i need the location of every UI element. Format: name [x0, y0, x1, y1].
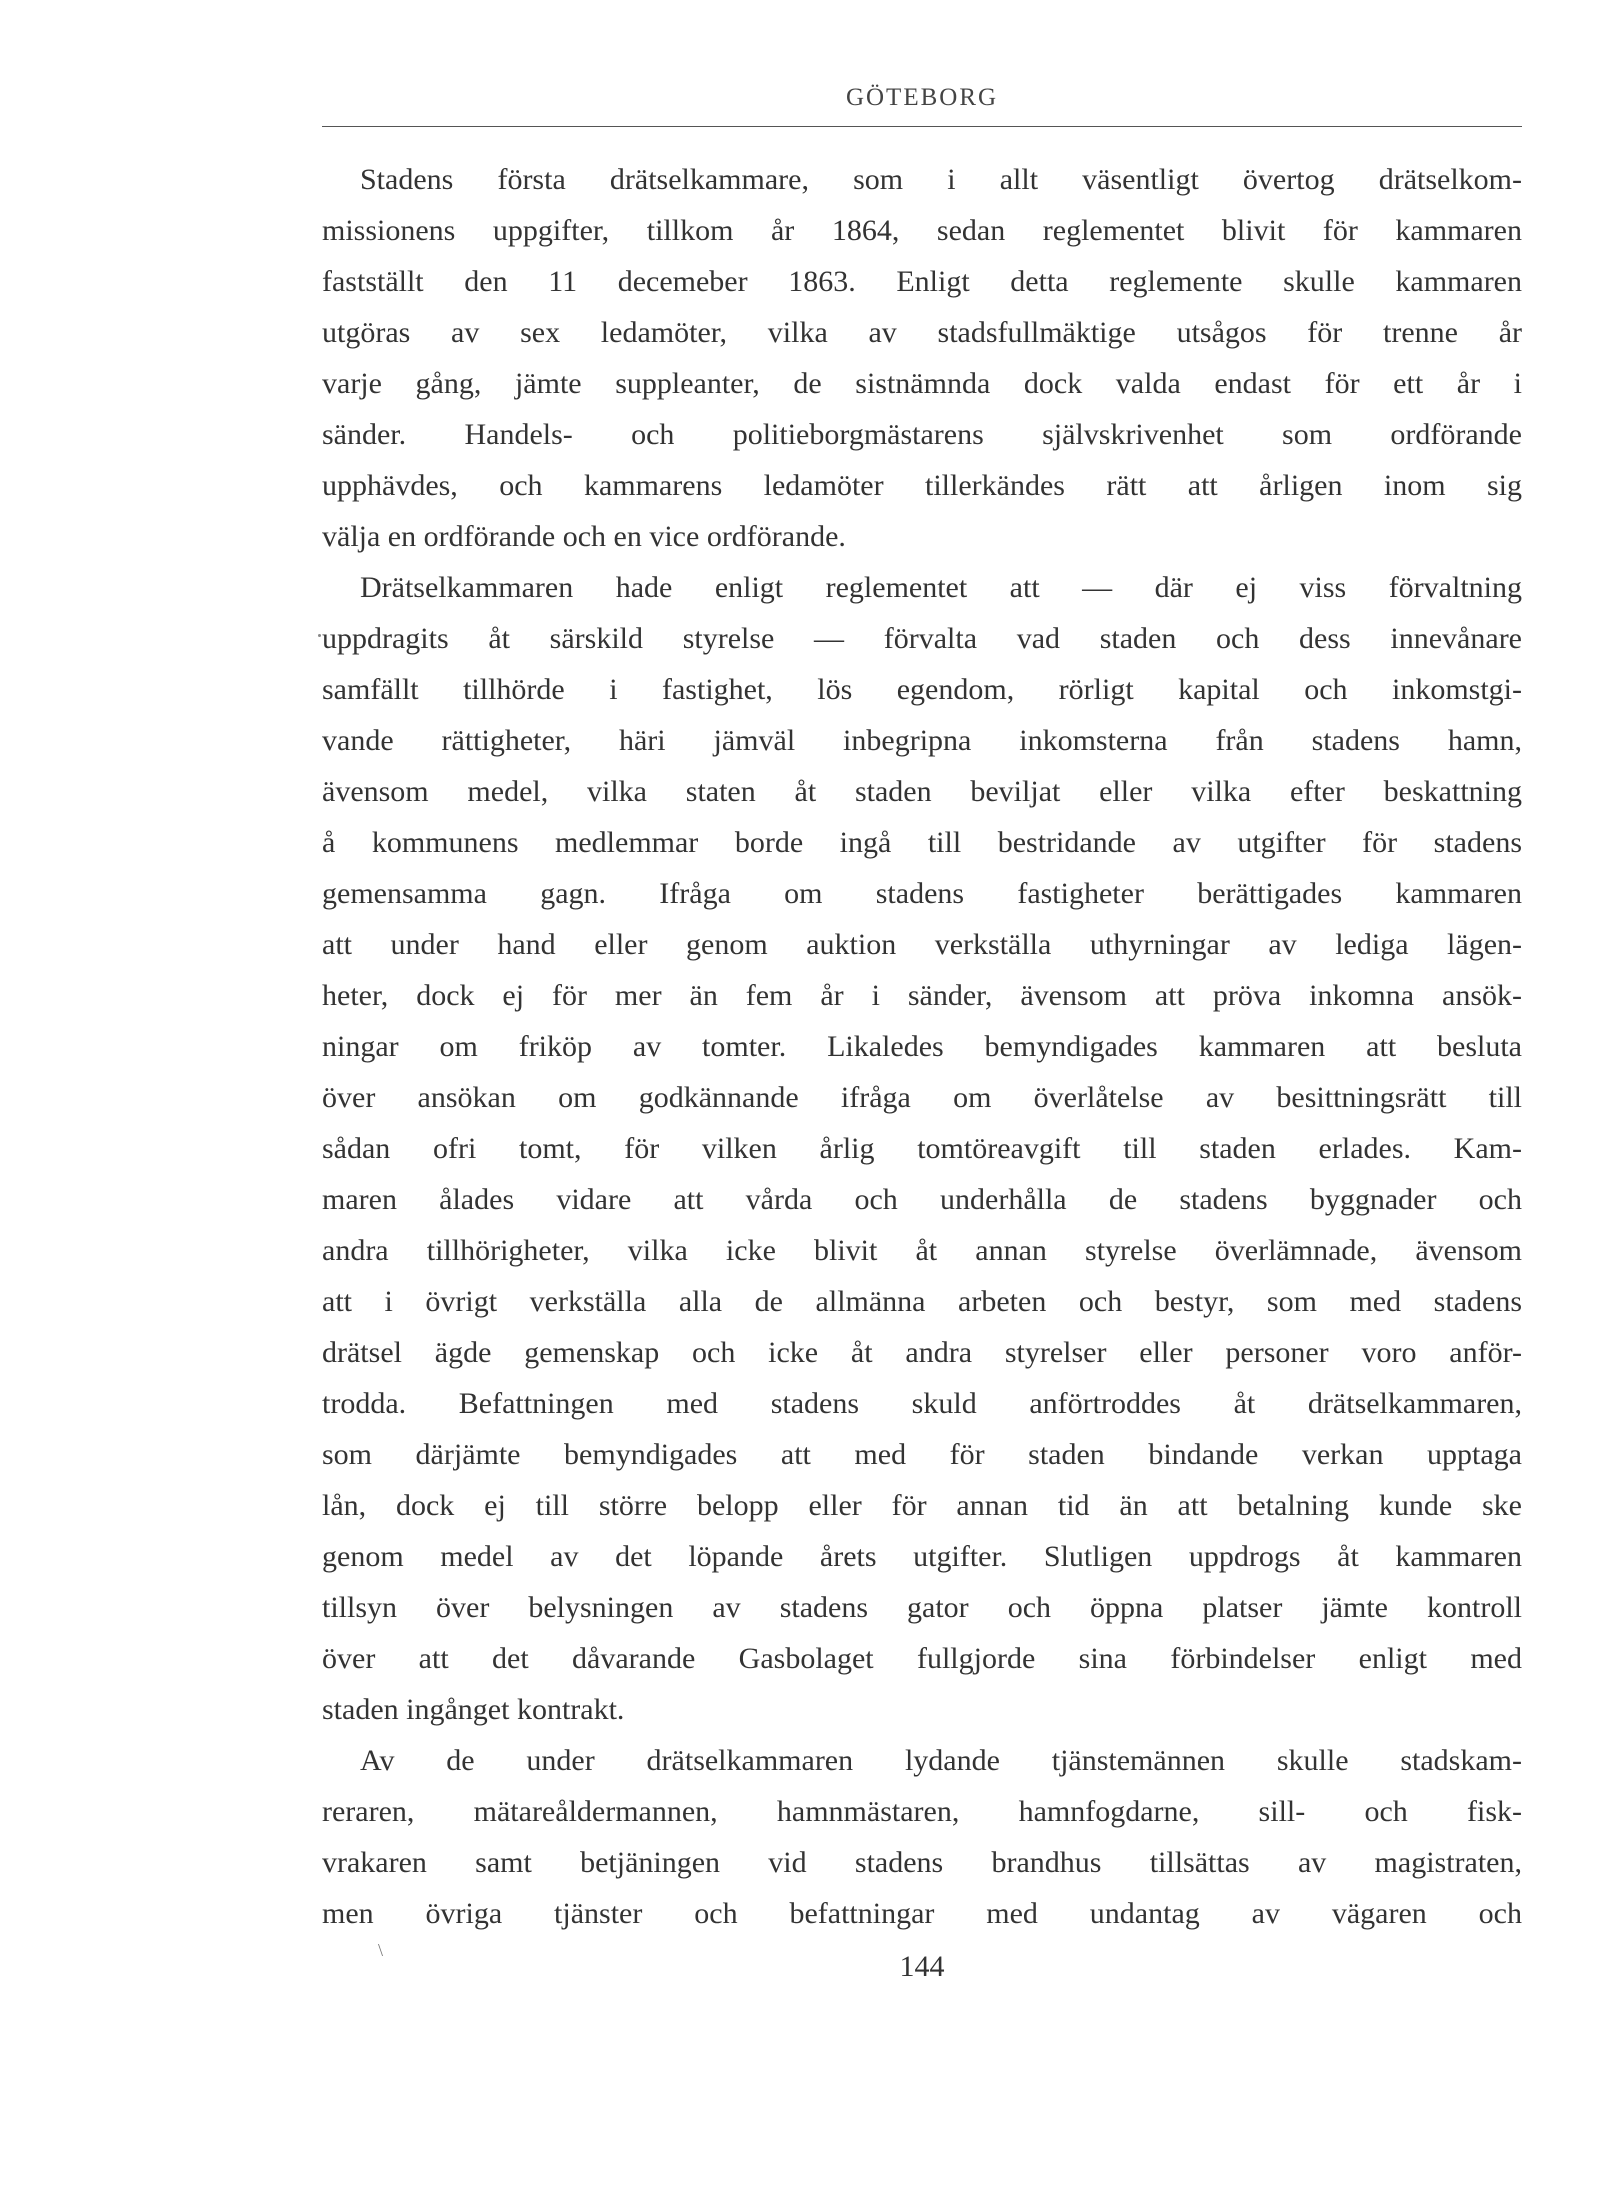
- page-number: 144: [899, 1950, 945, 1983]
- text-line: genom medel av det löpande årets utgifter. Slutligen uppdrogs åt kammaren: [322, 1540, 1522, 1573]
- text-line: samfällt tillhörde i fastighet, lös egendom, rörligt kapital och inkomstgi-: [322, 673, 1522, 706]
- text-line: upphävdes, och kammarens ledamöter tillerkändes rätt att årligen inom sig: [322, 469, 1522, 502]
- text-line: reraren, mätareåldermannen, hamnmästaren, hamnfogdarne, sill- och fisk-: [322, 1795, 1522, 1828]
- text-line: drätsel ägde gemenskap och icke åt andra styrelser eller personer voro anför-: [322, 1336, 1522, 1369]
- text-line: gemensamma gagn. Ifråga om stadens fastigheter berättigades kammaren: [322, 877, 1522, 910]
- text-line: över ansökan om godkännande ifråga om överlåtelse av besittningsrätt till: [322, 1081, 1522, 1114]
- text-line: maren ålades vidare att vårda och underhålla de stadens byggnader och: [322, 1183, 1522, 1216]
- text-line: ävensom medel, vilka staten åt staden beviljat eller vilka efter beskattning: [322, 775, 1522, 808]
- header-rule: [322, 126, 1522, 127]
- text-line: att i övrigt verkställa alla de allmänna arbeten och bestyr, som med stadens: [322, 1285, 1522, 1318]
- text-line: som därjämte bemyndigades att med för staden bindande verkan upptaga: [322, 1438, 1522, 1471]
- text-line: utgöras av sex ledamöter, vilka av stadsfullmäktige utsågos för trenne år: [322, 316, 1522, 349]
- text-line: missionens uppgifter, tillkom år 1864, sedan reglementet blivit för kammaren: [322, 214, 1522, 247]
- text-line: andra tillhörigheter, vilka icke blivit åt annan styrelse överlämnade, ävensom: [322, 1234, 1522, 1267]
- text-line: vande rättigheter, häri jämväl inbegripna inkomsterna från stadens hamn,: [322, 724, 1522, 757]
- text-line: Av de under drätselkammaren lydande tjänstemännen skulle stadskam-: [360, 1744, 1522, 1777]
- text-line: välja en ordförande och en vice ordförande.: [322, 520, 846, 553]
- text-line: lån, dock ej till större belopp eller för annan tid än att betalning kunde ske: [322, 1489, 1522, 1522]
- text-line: att under hand eller genom auktion verkställa uthyrningar av lediga lägen-: [322, 928, 1522, 961]
- text-line: tillsyn över belysningen av stadens gator och öppna platser jämte kontroll: [322, 1591, 1522, 1624]
- margin-speck: [318, 634, 321, 637]
- text-line: varje gång, jämte suppleanter, de sistnämnda dock valda endast för ett år i: [322, 367, 1522, 400]
- body-text: [322, 154, 1522, 1939]
- stray-mark: \: [378, 1940, 384, 1960]
- text-line: över att det dåvarande Gasbolaget fullgjorde sina förbindelser enligt med: [322, 1642, 1522, 1675]
- text-line: Stadens första drätselkammare, som i allt väsentligt övertog drätselkom-: [360, 163, 1522, 196]
- text-line: sådan ofri tomt, för vilken årlig tomtöreavgift till staden erlades. Kam-: [322, 1132, 1522, 1165]
- text-line: ningar om friköp av tomter. Likaledes bemyndigades kammaren att besluta: [322, 1030, 1522, 1063]
- text-line: Drätselkammaren hade enligt reglementet att — där ej viss förvaltning: [360, 571, 1522, 604]
- text-line: heter, dock ej för mer än fem år i sänder, ävensom att pröva inkomna ansök-: [322, 979, 1522, 1012]
- text-line: vrakaren samt betjäningen vid stadens brandhus tillsättas av magistraten,: [322, 1846, 1522, 1879]
- text-line: uppdragits åt särskild styrelse — förvalta vad staden och dess innevånare: [322, 622, 1522, 655]
- text-line: men övriga tjänster och befattningar med undantag av vägaren och: [322, 1897, 1522, 1930]
- text-line: å kommunens medlemmar borde ingå till bestridande av utgifter för stadens: [322, 826, 1522, 859]
- text-line: sänder. Handels- och politieborgmästarens självskrivenhet som ordförande: [322, 418, 1522, 451]
- text-line: fastställt den 11 decemeber 1863. Enligt detta reglemente skulle kammaren: [322, 265, 1522, 298]
- text-line: trodda. Befattningen med stadens skuld anförtroddes åt drätselkammaren,: [322, 1387, 1522, 1420]
- text-line: staden ingånget kontrakt.: [322, 1693, 625, 1726]
- running-title: GÖTEBORG: [845, 84, 999, 111]
